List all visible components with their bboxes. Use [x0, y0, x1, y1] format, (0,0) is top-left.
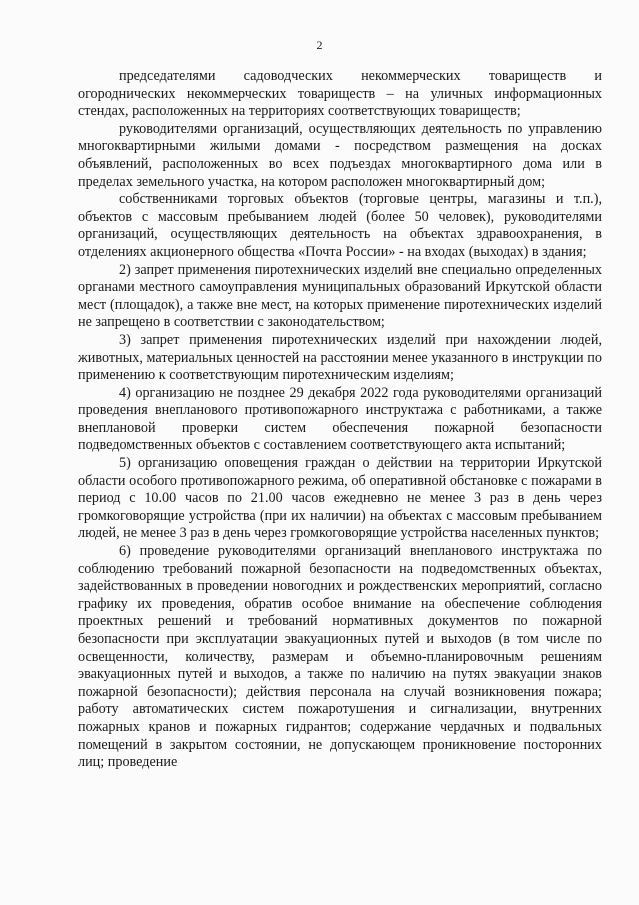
document-body: [78, 68, 602, 772]
paragraph-item-4: 4) организацию не позднее 29 декабря 2022 года руководителями организаций проведения внепланового противопожарного инструктажа с работниками, а также внеплановой проверки систем обеспечения пожарной безопасности подведомственных объектов с составлением соответствующего акта испытаний;: [78, 384, 602, 454]
paragraph-item-3: 3) запрет применения пиротехнических изделий при нахождении людей, животных, материальных ценностей на расстоянии менее указанного в инструкции по применению к соответствующим пиротехническим изделиям;: [78, 331, 602, 384]
paragraph-item-2: 2) запрет применения пиротехнических изделий вне специально определенных органами местного самоуправления муниципальных образований Иркутской области мест (площадок), а также вне мест, на которых применение пиротехнических изделий не запрещено в соответствии с законодательством;: [78, 261, 602, 331]
page-number: 2: [316, 38, 323, 52]
paragraph-gardening-partnerships: председателями садоводческих некоммерческих товариществ и огороднических некоммерческих товариществ – на уличных информационных стендах, расположенных на территориях соответствующих товариществ;: [78, 68, 602, 120]
paragraph-item-5: 5) организацию оповещения граждан о действии на территории Иркутской области особого противопожарного режима, об оперативной обстановке с пожарами в период с 10.00 часов по 21.00 часов ежедневно не менее 3 раз в день через громкоговорящие устройства (при их наличии) на объектах с массовым пребыванием людей, не менее 3 раз в день через громкоговорящие устройства населенных пунктов;: [78, 455, 602, 542]
paragraph-trade-objects: собственниками торговых объектов (торговые центры, магазины и т.п.), объектов с массовым пребыванием людей (более 50 человек), руководителями организаций, осуществляющих деятельность на объектах здравоохранения, в отделениях акционерного общества «Почта России» - на входах (выходах) в здания;: [78, 191, 602, 260]
paragraph-apartment-management: руководителями организаций, осуществляющих деятельность по управлению многоквартирными жилыми домами - посредством размещения на досках объявлений, расположенных во всех подъездах многоквартирного дома или в пределах земельного участка, на котором расположен многоквартирный дом;: [78, 120, 602, 190]
paragraph-item-6: 6) проведение руководителями организаций внепланового инструктажа по соблюдению требований пожарной безопасности на подведомственных объектах, задействованных в проведении новогодних и рождественских мероприятий, согласно графику их проведения, обратив особое внимание на обеспечение соблюдения проектных решений и требований нормативных документов по пожарной безопасности при эксплуатации эвакуационных путей и выходов (в том числе по освещенности, количеству, размерам и объемно-планировочным решениям эвакуационных путей и выходов, а также по наличию на путях эвакуации знаков пожарной безопасности); действия персонала на случай возникновения пожара; работу автоматических систем пожаротушения и сигнализации, внутренних пожарных кранов и пожарных гидрантов; содержание чердачных и подвальных помещений в закрытом состоянии, не допускающем проникновение посторонних лиц; проведение: [78, 543, 602, 771]
